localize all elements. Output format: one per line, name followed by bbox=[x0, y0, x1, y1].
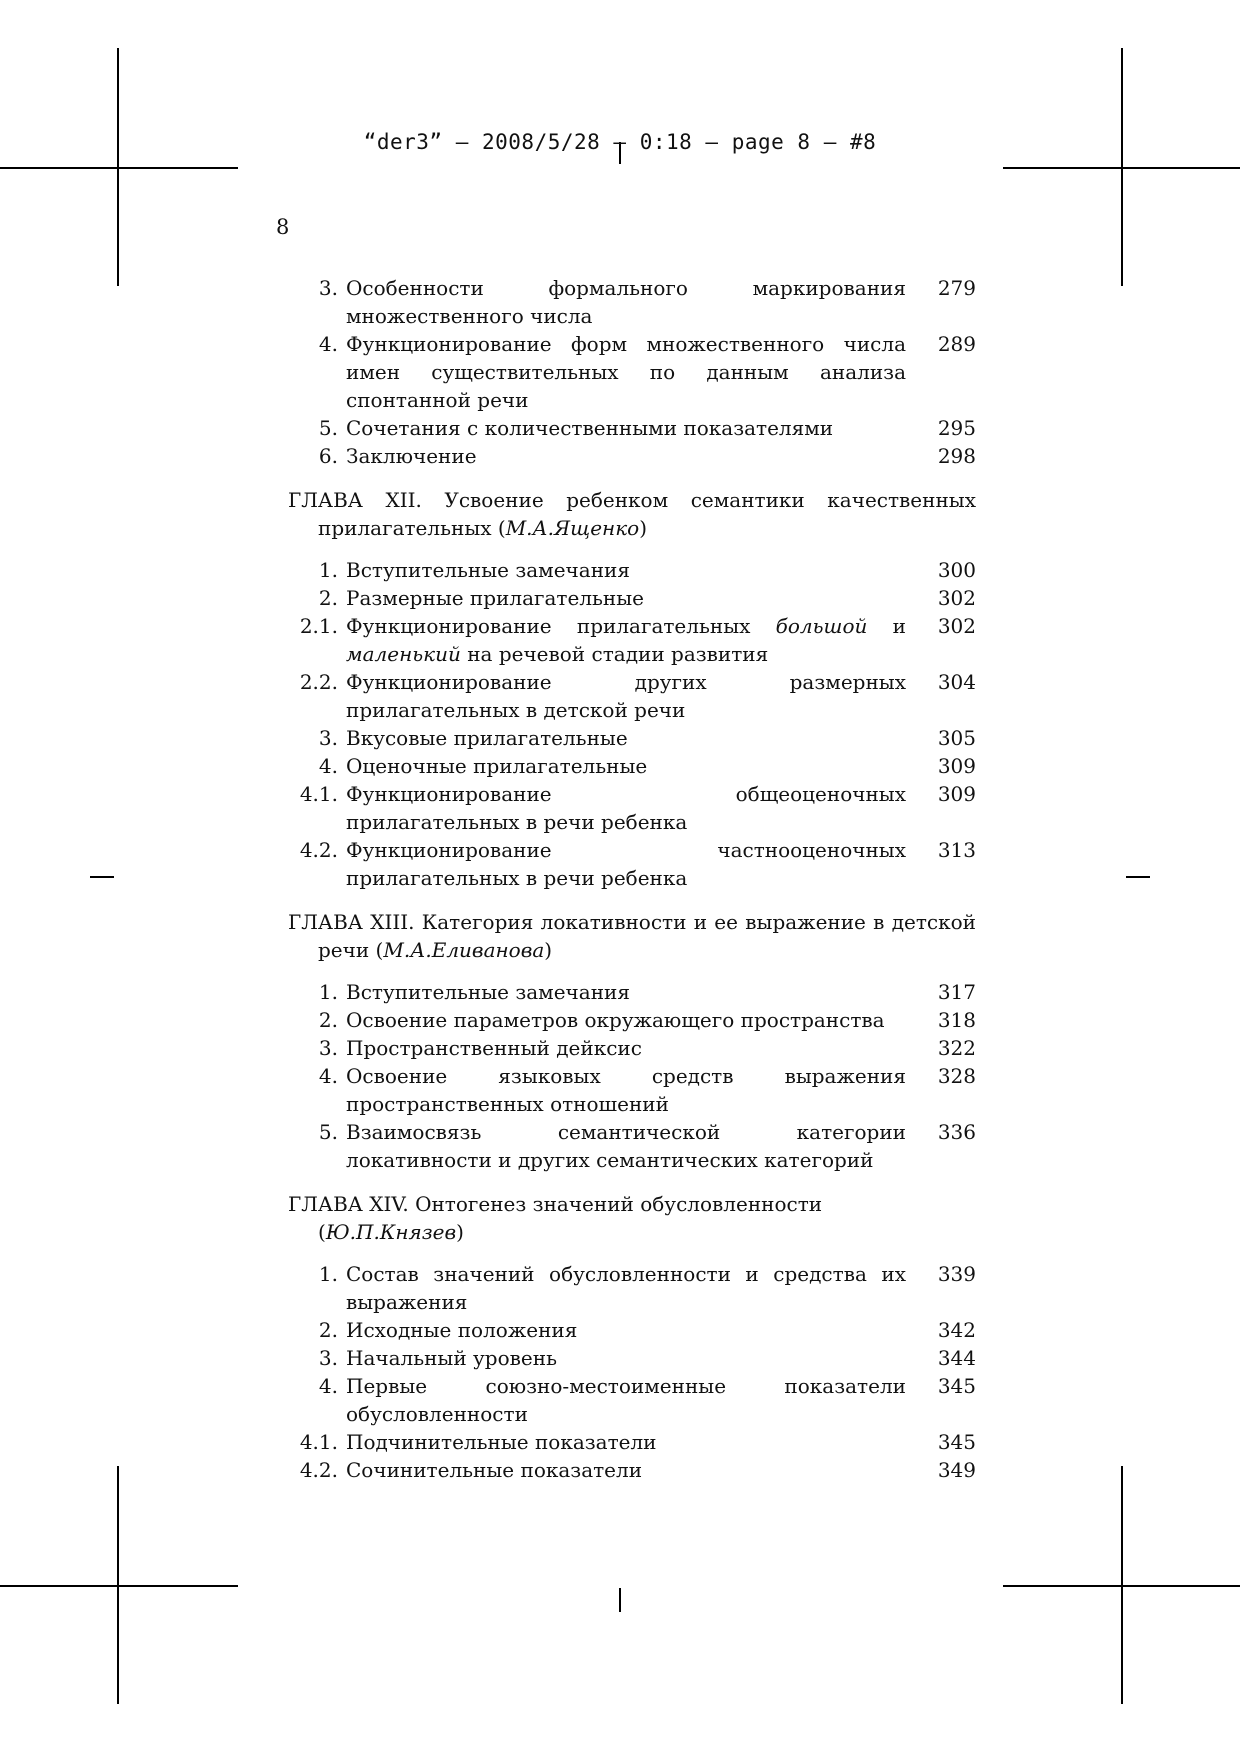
toc-entry-page: 289 bbox=[937, 332, 976, 356]
toc-entry-title: Взаимосвязь семантической категории локативности и других семантических категорий bbox=[346, 1120, 906, 1172]
toc-entry-title: Исходные положения bbox=[346, 1318, 578, 1342]
toc-entry-title bbox=[346, 612, 936, 668]
toc-entry-page: 302 bbox=[937, 586, 976, 610]
toc-entry-page: 295 bbox=[937, 416, 976, 440]
toc-entry-page: 317 bbox=[937, 980, 976, 1004]
toc-entry[interactable] bbox=[288, 414, 976, 442]
toc-entry[interactable] bbox=[288, 274, 976, 330]
toc-entry[interactable] bbox=[288, 780, 976, 836]
toc-entry[interactable] bbox=[288, 1316, 976, 1344]
toc-entry[interactable] bbox=[288, 1118, 976, 1174]
chapter-title-text: ГЛАВА XIV. Онтогенез значений обусловленности bbox=[288, 1192, 823, 1216]
toc-entry-page: 309 bbox=[937, 782, 976, 806]
page-number: 8 bbox=[276, 215, 290, 239]
toc-entry-title: Оценочные прилагательные bbox=[346, 754, 648, 778]
chapter-heading[interactable] bbox=[288, 1190, 976, 1246]
chapter-author: Ю.П.Князев bbox=[325, 1220, 457, 1244]
title-part: и bbox=[867, 614, 906, 638]
toc-entry-page: 345 bbox=[937, 1374, 976, 1398]
chapter-title-text: ГЛАВА XIII. Категория локативности и ее выражение в детской речи bbox=[288, 910, 976, 962]
toc-entry-number: 5. bbox=[318, 1120, 338, 1144]
toc-entry[interactable] bbox=[288, 724, 976, 752]
toc-entry-page: 344 bbox=[937, 1346, 976, 1370]
toc-entry-title: Функционирование других размерных прилагательных в детской речи bbox=[346, 670, 906, 722]
toc-entry-number: 4.1. bbox=[299, 782, 338, 806]
toc-entry-page: 305 bbox=[937, 726, 976, 750]
crop-mark bbox=[117, 1466, 119, 1704]
toc-entry-number: 3. bbox=[318, 276, 338, 300]
title-italic-word: большой bbox=[775, 614, 868, 638]
toc-entry-number: 3. bbox=[318, 726, 338, 750]
chapter-heading[interactable] bbox=[288, 908, 976, 964]
toc-entry-number: 2.1. bbox=[299, 614, 338, 638]
toc-entry-number: 4. bbox=[318, 1064, 338, 1088]
toc-entry-number: 1. bbox=[318, 980, 338, 1004]
toc-entry-page: 345 bbox=[937, 1430, 976, 1454]
toc-entry-page: 304 bbox=[937, 670, 976, 694]
toc-entry[interactable] bbox=[288, 668, 976, 724]
toc-entry-title: Освоение языковых средств выражения пространственных отношений bbox=[346, 1064, 906, 1116]
toc-entry[interactable] bbox=[288, 1372, 976, 1428]
toc-entry-page: 336 bbox=[937, 1120, 976, 1144]
toc-entry-number: 2. bbox=[318, 1318, 338, 1342]
toc-entry-number: 2. bbox=[318, 1008, 338, 1032]
toc-entry-page: 313 bbox=[937, 838, 976, 862]
toc-entry-title: Первые союзно-местоименные показатели обусловленности bbox=[346, 1374, 906, 1426]
toc-entry-title: Вступительные замечания bbox=[346, 558, 630, 582]
toc-entry[interactable] bbox=[288, 442, 976, 470]
chapter-title-text: ГЛАВА XII. Усвоение ребенком семантики качественных прилагательных bbox=[288, 488, 976, 540]
title-italic-word: маленький bbox=[346, 642, 461, 666]
toc-entry[interactable] bbox=[288, 612, 976, 668]
toc-entry-title: Функционирование форм множественного числа имен существительных по данным анализа спонтанной речи bbox=[346, 332, 906, 412]
toc-entry-number: 4. bbox=[318, 1374, 338, 1398]
toc-entry-number: 4.2. bbox=[299, 838, 338, 862]
running-head: “der3” — 2008/5/28 — 0:18 — page 8 — #8 bbox=[363, 130, 877, 154]
toc-entry[interactable] bbox=[288, 1062, 976, 1118]
toc-entry-title: Освоение параметров окружающего пространства bbox=[346, 1008, 885, 1032]
toc-entry-number: 3. bbox=[318, 1036, 338, 1060]
toc-entry-number: 1. bbox=[318, 558, 338, 582]
crop-mark bbox=[619, 1588, 621, 1612]
toc-entry-number: 5. bbox=[318, 416, 338, 440]
toc-entry-number: 4.1. bbox=[299, 1430, 338, 1454]
toc-entry-page: 279 bbox=[937, 276, 976, 300]
toc-entry[interactable] bbox=[288, 1006, 976, 1034]
toc-entry[interactable] bbox=[288, 1456, 976, 1484]
chapter-title: ГЛАВА XII. Усвоение ребенком семантики качественных прилагательных (М.А.Ященко) bbox=[288, 488, 976, 540]
table-of-contents bbox=[288, 274, 976, 1484]
toc-entry-number: 3. bbox=[318, 1346, 338, 1370]
title-part: Функционирование прилагательных bbox=[346, 614, 776, 638]
toc-entry-number: 1. bbox=[318, 1262, 338, 1286]
title-part: на речевой стадии развития bbox=[460, 642, 769, 666]
chapter-author: М.А.Еливанова bbox=[383, 938, 545, 962]
toc-entry-number: 4.2. bbox=[299, 1458, 338, 1482]
toc-entry-page: 349 bbox=[937, 1458, 976, 1482]
toc-entry-title: Пространственный дейксис bbox=[346, 1036, 642, 1060]
toc-entry-title: Размерные прилагательные bbox=[346, 586, 644, 610]
toc-entry-title: Состав значений обусловленности и средства их выражения bbox=[346, 1262, 906, 1314]
crop-mark bbox=[117, 48, 119, 286]
crop-mark bbox=[0, 167, 238, 169]
toc-entry-title: Начальный уровень bbox=[346, 1346, 557, 1370]
chapter-heading[interactable] bbox=[288, 486, 976, 542]
toc-entry[interactable] bbox=[288, 1428, 976, 1456]
crop-mark bbox=[0, 1585, 238, 1587]
toc-entry-number: 6. bbox=[318, 444, 338, 468]
toc-entry[interactable] bbox=[288, 978, 976, 1006]
toc-entry-page: 302 bbox=[937, 614, 976, 638]
crop-mark bbox=[1121, 1466, 1123, 1704]
toc-entry[interactable] bbox=[288, 1344, 976, 1372]
toc-entry[interactable] bbox=[288, 330, 976, 414]
toc-entry[interactable] bbox=[288, 1260, 976, 1316]
toc-entry[interactable] bbox=[288, 752, 976, 780]
toc-entry-title: Сочетания с количественными показателями bbox=[346, 416, 834, 440]
toc-entry-page: 342 bbox=[937, 1318, 976, 1342]
chapter-title: ГЛАВА XIII. Категория локативности и ее выражение в детской речи (М.А.Еливанова) bbox=[288, 910, 976, 962]
toc-entry-number: 4. bbox=[318, 332, 338, 356]
toc-entry-title: Вкусовые прилагательные bbox=[346, 726, 628, 750]
toc-entry-title: Особенности формального маркирования множественного числа bbox=[346, 276, 906, 328]
toc-entry[interactable] bbox=[288, 836, 976, 892]
toc-entry-title: Заключение bbox=[346, 444, 477, 468]
chapter-title: ГЛАВА XIV. Онтогенез значений обусловленности (Ю.П.Князев) bbox=[288, 1192, 823, 1244]
toc-entry-page: 318 bbox=[937, 1008, 976, 1032]
toc-entry-number: 2.2. bbox=[299, 670, 338, 694]
toc-entry-page: 300 bbox=[937, 558, 976, 582]
toc-entry-number: 4. bbox=[318, 754, 338, 778]
crop-mark bbox=[90, 876, 114, 878]
toc-entry-title: Вступительные замечания bbox=[346, 980, 630, 1004]
toc-entry-page: 339 bbox=[937, 1262, 976, 1286]
toc-entry-page: 309 bbox=[937, 754, 976, 778]
toc-entry-title: Функционирование частнооценочных прилагательных в речи ребенка bbox=[346, 838, 906, 890]
toc-entry-title: Сочинительные показатели bbox=[346, 1458, 643, 1482]
toc-entry-title: Функционирование общеоценочных прилагательных в речи ребенка bbox=[346, 782, 906, 834]
chapter-author: М.А.Ященко bbox=[505, 516, 640, 540]
toc-entry[interactable] bbox=[288, 584, 976, 612]
toc-entry[interactable] bbox=[288, 556, 976, 584]
toc-entry-page: 298 bbox=[937, 444, 976, 468]
toc-entry-number: 2. bbox=[318, 586, 338, 610]
crop-mark bbox=[1126, 876, 1150, 878]
toc-entry-page: 328 bbox=[937, 1064, 976, 1088]
toc-entry-page: 322 bbox=[937, 1036, 976, 1060]
toc-entry-title: Подчинительные показатели bbox=[346, 1430, 657, 1454]
crop-mark bbox=[1121, 48, 1123, 286]
toc-entry[interactable] bbox=[288, 1034, 976, 1062]
